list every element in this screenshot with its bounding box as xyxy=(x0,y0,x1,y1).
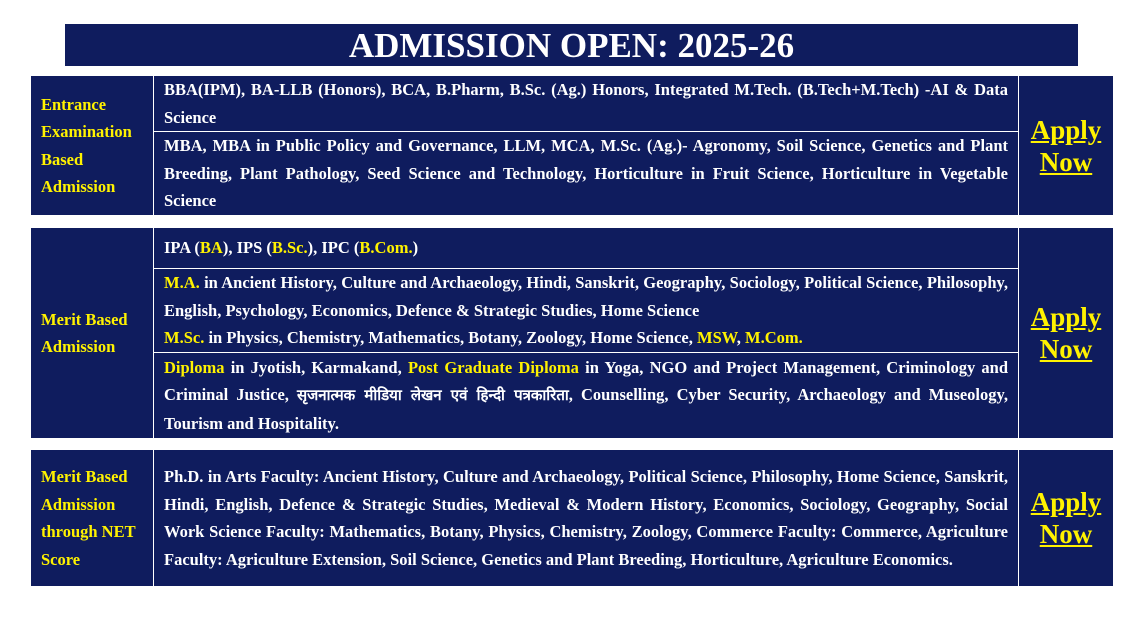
hindi-course-text: सृजनात्मक मीडिया लेखन एवं हिन्दी पत्रकारिता xyxy=(297,386,569,405)
apply-now-link[interactable]: Apply Now xyxy=(1030,114,1102,177)
category-line: Score xyxy=(41,549,81,569)
category-line: through NET xyxy=(41,522,136,541)
entrance-admission-table xyxy=(30,75,1114,216)
merit-admission-table xyxy=(30,227,1114,439)
pg-programs-text: MBA, MBA in Public Policy and Governance, LLM, MCA, M.Sc. (Ag.)- Agronomy, Soil Science, Genetics and Plant Breeding, Plant Pathology, Seed Science and Technology, Horticulture in Fruit Science, Horticulture in Vegetable Science xyxy=(164,136,1008,211)
net-admission-table xyxy=(30,449,1114,587)
ma-label: M.A. xyxy=(164,273,200,293)
pg-programs-cell xyxy=(154,132,1019,216)
diploma-programs-cell: Diploma in Jyotish, Karmakand, Post Graduate Diploma in Yoga, NGO and Project Management, Criminology and Criminal Justice, सृजनात्मक मीडिया लेखन एवं हिन्दी पत्रकारिता, Counselling, Cyber Security, Archaeology and Museology, Tourism and Hospitality. xyxy=(154,353,1019,439)
category-line: Merit Based xyxy=(41,309,128,329)
ba-label: BA xyxy=(199,238,223,258)
apply-cell xyxy=(1019,450,1114,587)
apply-cell xyxy=(1019,76,1114,216)
ug-programs-cell xyxy=(154,76,1019,132)
msc-label: M.Sc. xyxy=(164,328,205,348)
category-line: Admission xyxy=(41,494,116,514)
phd-programs-cell xyxy=(154,450,1019,587)
category-line: Merit Based xyxy=(41,467,128,486)
category-line: Admission xyxy=(41,177,116,196)
apply-now-link[interactable]: Apply Now xyxy=(1030,302,1102,364)
integrated-programs-cell: IPA (BA), IPS (B.Sc.), IPC (B.Com.) xyxy=(154,228,1019,269)
bsc-label: B.Sc. xyxy=(271,238,308,258)
apply-now-link[interactable]: Apply Now xyxy=(1030,487,1102,549)
bcom-label: B.Com. xyxy=(359,238,413,258)
ug-programs-text: BBA(IPM), BA-LLB (Honors), BCA, B.Pharm, B.Sc. (Ag.) Honors, Integrated M.Tech. (B.Tech+M.Tech) -AI & Data Science xyxy=(164,80,1008,127)
category-line: Examination xyxy=(41,122,132,141)
pg-diploma-label: Post Graduate Diploma xyxy=(407,357,579,377)
mcom-label: M.Com. xyxy=(745,328,803,348)
msw-label: MSW xyxy=(697,328,737,348)
apply-cell xyxy=(1019,228,1114,439)
category-line: Based xyxy=(41,149,84,169)
banner-title: ADMISSION OPEN: 2025-26 xyxy=(348,26,795,65)
merit-category-cell xyxy=(31,228,154,439)
net-category-cell xyxy=(31,450,154,587)
entrance-category-cell xyxy=(31,76,154,216)
category-line: Admission xyxy=(41,337,116,356)
phd-programs-text: Ph.D. in Arts Faculty: Ancient History, Culture and Archaeology, Political Science, Philosophy, Home Science, Sanskrit, Hindi, English, Defence & Strategic Studies, Medieval & Modern History, Economics, Sociology, Geography, Social Work Science Faculty: Mathematics, Botany, Physics, Chemistry, Zoology, Commerce Faculty: Commerce, Agriculture Faculty: Agriculture Extension, Soil Science, Genetics and Plant Breeding, Horticulture, Agriculture Economics. xyxy=(164,467,1008,569)
admission-banner xyxy=(65,24,1078,66)
diploma-label: Diploma xyxy=(164,357,225,377)
masters-programs-cell: M.A. in Ancient History, Culture and Archaeology, Hindi, Sanskrit, Geography, Sociology, Political Science, Philosophy, English, Psychology, Economics, Defence & Strategic Studies, Home Science M.Sc. in Physics, Chemistry, Mathematics, Botany, Zoology, Home Science, MSW, M.Com. xyxy=(154,269,1019,353)
category-line: Entrance xyxy=(41,94,107,114)
